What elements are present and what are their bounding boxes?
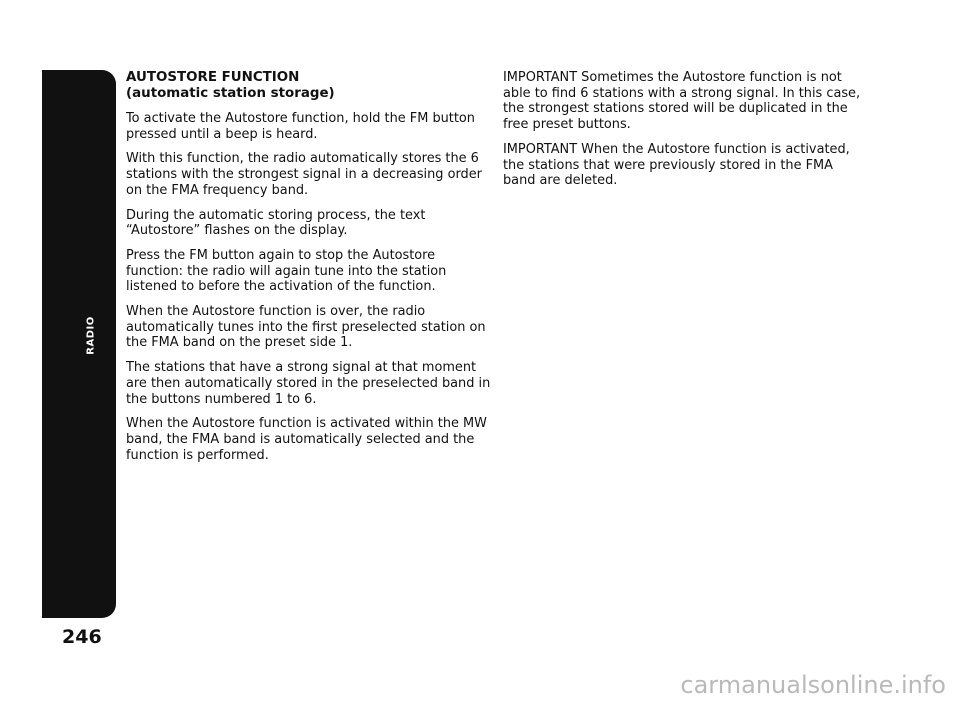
paragraph: The stations that have a strong signal at that moment are then automatically stored in the preselected band in the buttons numbered 1 to 6. bbox=[126, 360, 491, 407]
important-note: IMPORTANT When the Autostore function is activated, the stations that were previously stored in the FMA band are deleted. bbox=[503, 141, 850, 189]
section-side-tab bbox=[42, 70, 116, 618]
section-heading: AUTOSTORE FUNCTION bbox=[126, 70, 300, 85]
section-label: RADIO bbox=[85, 316, 97, 355]
paragraph: When the Autostore function is activated within the MW band, the FMA band is automatically selected and the function is performed. bbox=[126, 416, 487, 463]
paragraph: With this function, the radio automatically stores the 6 stations with the strongest signal in a decreasing order on the FMA frequency band. bbox=[126, 151, 482, 198]
right-column bbox=[503, 70, 865, 198]
section-subheading: (automatic station storage) bbox=[126, 86, 335, 101]
watermark-text: carmanualsonline.info bbox=[680, 671, 946, 699]
left-column bbox=[126, 70, 494, 472]
page-number: 246 bbox=[62, 626, 102, 648]
paragraph: Press the FM button again to stop the Autostore function: the radio will again tune into the station listened to before the activation of the function. bbox=[126, 247, 447, 295]
paragraph: To activate the Autostore function, hold the FM button pressed until a beep is heard. bbox=[126, 111, 475, 142]
paragraph: When the Autostore function is over, the radio automatically tunes into the first preselected station on the FMA band on the preset side 1. bbox=[126, 304, 486, 351]
paragraph: During the automatic storing process, the text “Autostore” flashes on the display. bbox=[126, 207, 426, 239]
important-note: IMPORTANT Sometimes the Autostore function is not able to find 6 stations with a strong signal. In this case, the strongest stations stored will be duplicated in the free preset buttons. bbox=[503, 70, 861, 133]
